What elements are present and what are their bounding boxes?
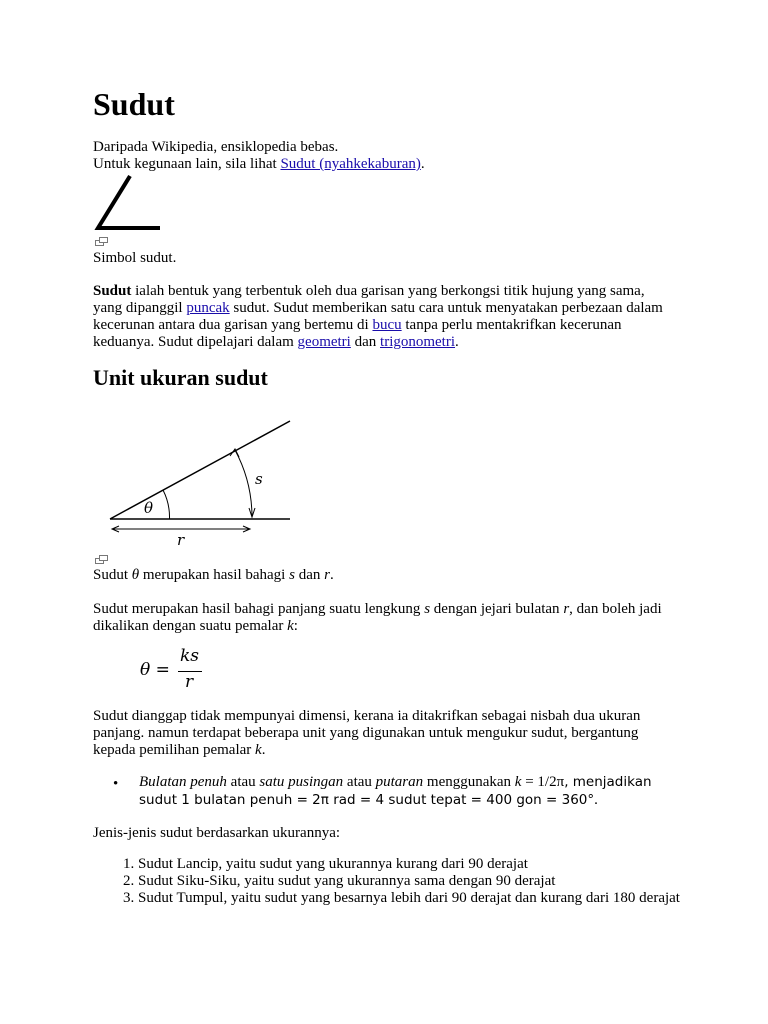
formula xyxy=(140,648,260,694)
p2-text-2: dengan jejari bulatan xyxy=(430,601,564,617)
bullet-line-2-math: sudut 1 bulatan penuh = 2π rad = 4 sudut tepat = 400 gon = 360° xyxy=(139,792,595,808)
bullet-item xyxy=(139,774,699,809)
bullet-pi: π xyxy=(556,774,565,790)
link-sudut-nyahkekaburan[interactable]: Sudut (nyahkekaburan) xyxy=(280,156,421,172)
intro-bold-term: Sudut xyxy=(93,283,132,299)
bullet-t1: atau xyxy=(226,774,260,790)
bullet-i2: satu pusingan xyxy=(259,774,344,790)
bullet-i1: Bulatan penuh xyxy=(139,774,227,790)
link-puncak[interactable]: puncak xyxy=(186,300,230,316)
diagram-ray-line xyxy=(110,421,290,519)
p3-text-1: Sudut dianggap tidak mempunyai dimensi, kerana ia ditakrifkan sebagai nisbah dua ukuran panjang. namun terdapat beberapa unit yang digunakan untuk mengukur sudut, bergantung kepada pemilihan pemalar xyxy=(93,708,641,758)
intro-text-5: . xyxy=(455,334,459,350)
p3-text-2: . xyxy=(261,742,266,758)
intro-paragraph xyxy=(93,283,673,351)
diagram-theta-label: θ xyxy=(144,499,154,517)
figcap-text-4: . xyxy=(329,567,334,583)
otheruses-suffix: . xyxy=(420,156,425,172)
bullet-t5: , menjadikan xyxy=(564,774,652,790)
p2-text-3: , dan boleh jadi dikalikan dengan suatu pemalar xyxy=(93,601,662,634)
formula-denominator: r xyxy=(185,672,194,692)
otheruses-note xyxy=(93,156,425,173)
figcap-s: s xyxy=(289,567,295,583)
bullet-t4: = 1/2 xyxy=(521,774,557,790)
intro-text-4: dan xyxy=(350,334,381,350)
angle-symbol-icon xyxy=(93,173,163,233)
figcap-text-2: merupakan hasil bahagi xyxy=(139,567,290,583)
diagram-s-arc xyxy=(235,450,252,516)
magnify-icon[interactable] xyxy=(95,237,109,247)
formula-lhs: θ = xyxy=(140,660,170,680)
angle-diagram xyxy=(103,412,303,552)
types-list xyxy=(93,856,698,907)
list-item: 1. Sudut Lancip, yaitu sudut yang ukurannya kurang dari 90 derajat xyxy=(138,856,698,873)
link-geometri[interactable]: geometri xyxy=(297,334,351,350)
bullet-t3: menggunakan xyxy=(423,774,515,790)
p2-s: s xyxy=(424,601,431,617)
magnify-icon[interactable] xyxy=(95,555,109,565)
figure-caption xyxy=(93,567,334,584)
figcap-text-3: dan xyxy=(294,567,325,583)
p2-k: k xyxy=(287,618,294,634)
intro-text-1: ialah bentuk yang terbentuk oleh dua garisan yang berkongsi titik hujung yang sama, yang dipanggil xyxy=(93,283,645,316)
otheruses-prefix: Untuk kegunaan lain, sila lihat xyxy=(93,156,281,172)
diagram-s-label: s xyxy=(255,470,263,488)
diagram-r-label: r xyxy=(177,531,185,549)
formula-numerator: ks xyxy=(180,646,200,666)
diagram-theta-arc xyxy=(163,490,170,519)
bullet-marker: • xyxy=(113,776,119,792)
intro-text-3: tanpa perlu mentakrifkan kecerunan keduanya. Sudut dipelajari dalam xyxy=(93,317,622,350)
paragraph-2 xyxy=(93,601,668,635)
bullet-t6: . xyxy=(594,792,598,808)
subtitle: Daripada Wikipedia, ensiklopedia bebas. xyxy=(93,139,339,155)
figcap-text-1: Sudut xyxy=(93,567,132,583)
types-intro: Jenis-jenis sudut berdasarkan ukurannya: xyxy=(93,825,341,841)
bullet-k: k xyxy=(514,774,522,790)
symbol-caption: Simbol sudut. xyxy=(93,250,177,266)
link-trigonometri[interactable]: trigonometri xyxy=(380,334,456,350)
bullet-line-2 xyxy=(139,792,699,809)
p2-text-4: : xyxy=(293,618,298,634)
figcap-r: r xyxy=(324,567,330,583)
p2-text-1: Sudut merupakan hasil bahagi panjang suatu lengkung xyxy=(93,601,425,617)
list-item: 2. Sudut Siku-Siku, yaitu sudut yang ukurannya sama dengan 90 derajat xyxy=(138,873,698,890)
paragraph-3 xyxy=(93,708,668,759)
bullet-i3: putaran xyxy=(375,774,424,790)
bullet-line-1 xyxy=(139,774,699,791)
link-bucu[interactable]: bucu xyxy=(372,317,402,333)
page-title: Sudut xyxy=(93,86,175,122)
p2-r: r xyxy=(563,601,570,617)
intro-text-2: sudut. Sudut memberikan satu cara untuk menyatakan perbezaan dalam kecerunan antara dua garisan yang bertemu di xyxy=(93,300,663,333)
section-heading: Unit ukuran sudut xyxy=(93,365,268,390)
p3-k: k xyxy=(255,742,262,758)
bullet-t2: atau xyxy=(343,774,376,790)
figcap-theta: θ xyxy=(131,567,140,583)
list-item: 3. Sudut Tumpul, yaitu sudut yang besarnya lebih dari 90 derajat dan kurang dari 180 derajat xyxy=(138,890,698,907)
